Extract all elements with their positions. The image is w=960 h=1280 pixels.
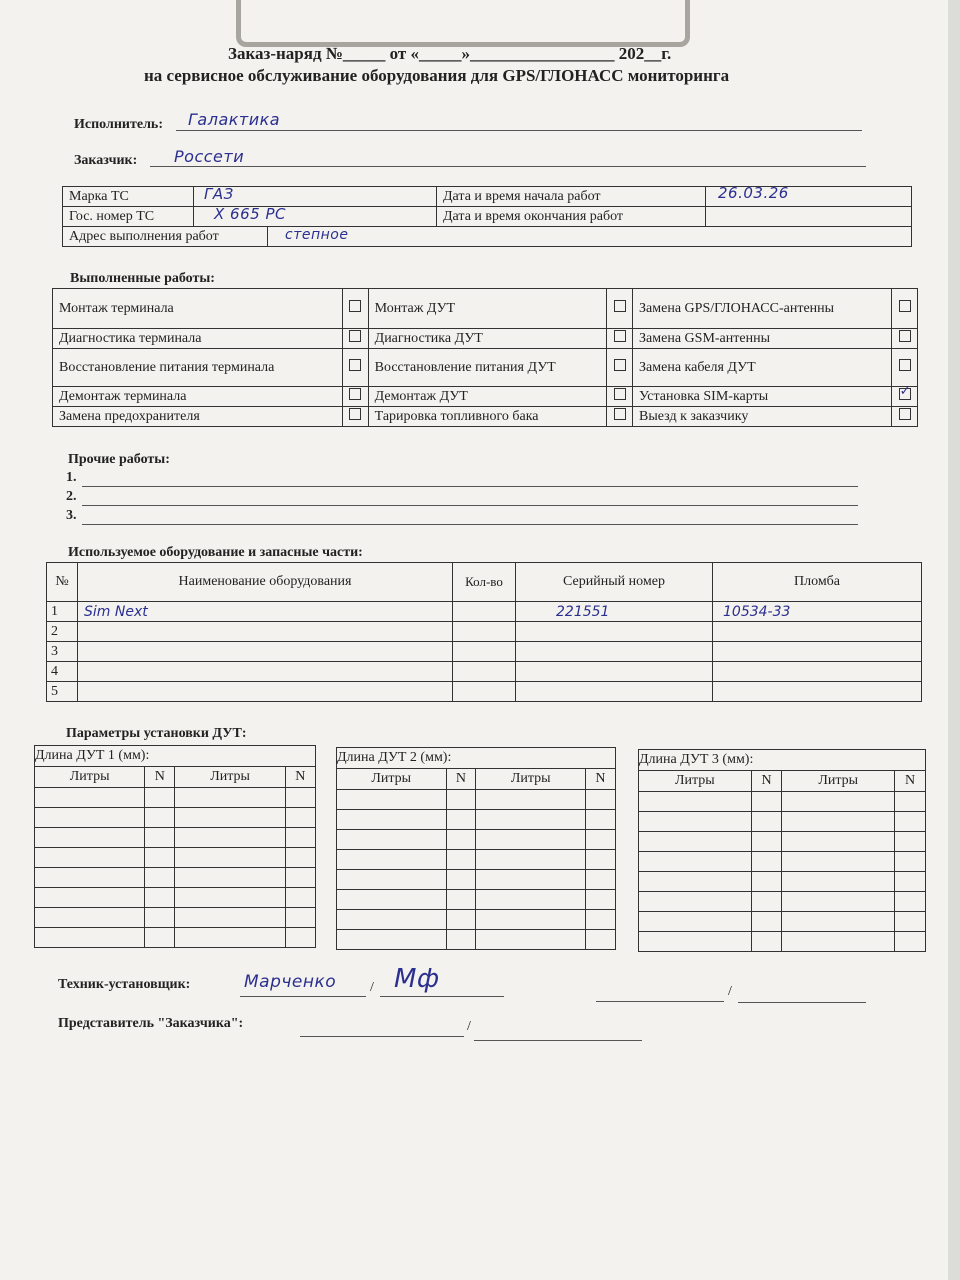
equipment-row-number: 5 <box>47 682 78 702</box>
dut-cell[interactable] <box>751 872 782 892</box>
dut-row <box>639 872 926 892</box>
dut-cell[interactable] <box>476 910 586 930</box>
dut-col-n: N <box>145 767 175 788</box>
equipment-row-name <box>78 622 453 642</box>
end-value <box>706 207 912 227</box>
dut-row <box>639 792 926 812</box>
dut-cell[interactable] <box>337 930 447 950</box>
technician-name-line[interactable] <box>240 996 366 997</box>
extra-separator: / <box>728 984 732 999</box>
dut-row <box>639 812 926 832</box>
dut-cell[interactable] <box>782 792 895 812</box>
dut-cell[interactable] <box>145 868 175 888</box>
work-visit-customer-checkbox[interactable] <box>892 407 918 427</box>
plate-value-cell <box>194 207 437 227</box>
dut-title: Параметры установки ДУТ: <box>66 726 247 741</box>
address-label: Адрес выполнения работ <box>69 228 219 244</box>
dut-cell[interactable] <box>337 850 447 870</box>
dut-cell[interactable] <box>175 888 285 908</box>
dut-cell[interactable] <box>782 812 895 832</box>
dut-table-3 <box>638 749 926 952</box>
dut-cell[interactable] <box>446 870 476 890</box>
dut-cell[interactable] <box>476 870 586 890</box>
plate-value: Х 665 РС <box>214 205 286 223</box>
address-divider <box>267 227 268 247</box>
dut-cell[interactable] <box>895 892 926 912</box>
equipment-row-number: 1 <box>47 602 78 622</box>
dut-cell[interactable] <box>285 828 315 848</box>
work-diag-dut: Диагностика ДУТ <box>368 329 607 349</box>
work-replace-gps-antenna: Замена GPS/ГЛОНАСС-антенны <box>633 289 892 329</box>
other-work-3-number: 3. <box>66 508 77 523</box>
equipment-col-name: Наименование оборудования <box>78 563 453 602</box>
other-work-1-number: 1. <box>66 470 77 485</box>
dut-cell[interactable] <box>285 848 315 868</box>
dut-cell[interactable] <box>895 832 926 852</box>
dut-cell[interactable] <box>751 832 782 852</box>
other-works-title: Прочие работы: <box>68 452 170 467</box>
dut-cell[interactable] <box>476 810 586 830</box>
vehicle-table <box>62 186 912 247</box>
extra-sign-line[interactable] <box>738 1002 866 1003</box>
dut-cell[interactable] <box>782 932 895 952</box>
works-table <box>52 288 918 427</box>
dut-cell[interactable] <box>585 850 615 870</box>
dut-cell[interactable] <box>639 812 752 832</box>
work-visit-customer: Выезд к заказчику <box>633 407 892 427</box>
dut-row <box>35 928 316 948</box>
equipment-row-qty <box>453 682 516 702</box>
dut-cell[interactable] <box>639 852 752 872</box>
work-restore-power-terminal-checkbox[interactable] <box>343 349 369 387</box>
equipment-row-serial: 221551 <box>516 602 713 622</box>
work-dismount-terminal-checkbox[interactable] <box>343 387 369 407</box>
technician-label: Техник-установщик: <box>58 977 191 992</box>
work-dismount-terminal: Демонтаж терминала <box>53 387 343 407</box>
work-mount-terminal: Монтаж терминала <box>53 289 343 329</box>
equipment-col-seal: Пломба <box>713 563 922 602</box>
start-value: 26.03.26 <box>718 184 789 202</box>
dut-cell[interactable] <box>751 812 782 832</box>
dut-cell[interactable] <box>585 790 615 810</box>
work-mount-dut: Монтаж ДУТ <box>368 289 607 329</box>
dut-length-label: Длина ДУТ 1 (мм): <box>35 746 316 767</box>
work-install-sim: Установка SIM-карты <box>633 387 892 407</box>
title-line-2: на сервисное обслуживание оборудования для GPS/ГЛОНАСС мониторинга <box>144 66 730 85</box>
equipment-col-qty: Кол-во <box>453 563 516 602</box>
equipment-row-seal <box>713 662 922 682</box>
title-line-1: Заказ-наряд №_____ от «_____»_________________ 202__г. <box>228 44 672 63</box>
other-work-2-line[interactable] <box>82 505 858 506</box>
equipment-row <box>47 602 922 622</box>
brand-value: ГАЗ <box>204 185 234 203</box>
dut-col-liters: Литры <box>782 771 895 792</box>
dut-cell[interactable] <box>285 928 315 948</box>
dut-col-liters: Литры <box>476 769 586 790</box>
dut-cell[interactable] <box>476 830 586 850</box>
equipment-row-serial <box>516 662 713 682</box>
equipment-table <box>46 562 922 702</box>
work-restore-power-terminal: Восстановление питания терминала <box>53 349 343 387</box>
dut-cell[interactable] <box>285 908 315 928</box>
dut-cell[interactable] <box>782 872 895 892</box>
performer-value: Галактика <box>188 110 281 129</box>
dut-row <box>35 908 316 928</box>
dut-cell[interactable] <box>895 872 926 892</box>
dut-cell[interactable] <box>337 830 447 850</box>
dut-cell[interactable] <box>782 832 895 852</box>
work-replace-fuse: Замена предохранителя <box>53 407 343 427</box>
dut-cell[interactable] <box>782 912 895 932</box>
equipment-row-name <box>78 642 453 662</box>
dut-row <box>639 912 926 932</box>
dut-cell[interactable] <box>639 892 752 912</box>
work-install-sim-checkbox[interactable] <box>892 387 918 407</box>
dut-cell[interactable] <box>751 932 782 952</box>
dut-cell[interactable] <box>35 888 145 908</box>
dut-cell[interactable] <box>585 870 615 890</box>
dut-cell[interactable] <box>35 788 145 808</box>
dut-row <box>337 890 616 910</box>
dut-cell[interactable] <box>337 910 447 930</box>
work-replace-gps-antenna-checkbox[interactable] <box>892 289 918 329</box>
dut-cell[interactable] <box>476 790 586 810</box>
work-replace-fuse-checkbox[interactable] <box>343 407 369 427</box>
dut-cell[interactable] <box>585 810 615 830</box>
equipment-row-seal <box>713 642 922 662</box>
customer-rep-separator: / <box>467 1019 471 1034</box>
equipment-row-serial <box>516 642 713 662</box>
dut-cell[interactable] <box>751 912 782 932</box>
work-tank-calibration-checkbox[interactable] <box>607 407 633 427</box>
dut-cell[interactable] <box>895 852 926 872</box>
dut-cell[interactable] <box>639 932 752 952</box>
technician-sign-line[interactable] <box>380 996 504 997</box>
dut-cell[interactable] <box>35 928 145 948</box>
dut-row <box>639 832 926 852</box>
end-label: Дата и время окончания работ <box>437 207 706 227</box>
dut-cell[interactable] <box>35 828 145 848</box>
equipment-row-qty <box>453 622 516 642</box>
dut-cell[interactable] <box>446 790 476 810</box>
dut-cell[interactable] <box>751 892 782 912</box>
dut-cell[interactable] <box>285 888 315 908</box>
work-mount-dut-checkbox[interactable] <box>607 289 633 329</box>
dut-cell[interactable] <box>751 792 782 812</box>
start-label: Дата и время начала работ <box>437 187 706 207</box>
work-dismount-dut: Демонтаж ДУТ <box>368 387 607 407</box>
dut-row <box>337 810 616 830</box>
dut-cell[interactable] <box>35 808 145 828</box>
dut-cell[interactable] <box>175 848 285 868</box>
dut-col-liters: Литры <box>35 767 145 788</box>
equipment-col-number: № <box>47 563 78 602</box>
equipment-row-serial <box>516 622 713 642</box>
dut-row <box>337 930 616 950</box>
dut-cell[interactable] <box>337 810 447 830</box>
work-replace-gsm-antenna: Замена GSM-антенны <box>633 329 892 349</box>
dut-cell[interactable] <box>446 910 476 930</box>
performer-line <box>176 130 862 131</box>
equipment-row-seal: 10534-33 <box>713 602 922 622</box>
dut-row <box>35 848 316 868</box>
dut-row <box>35 888 316 908</box>
dut-row <box>337 910 616 930</box>
dut-cell[interactable] <box>639 792 752 812</box>
dut-col-n: N <box>446 769 476 790</box>
equipment-row-qty <box>453 642 516 662</box>
performer-label: Исполнитель: <box>74 117 163 132</box>
works-title: Выполненные работы: <box>70 271 215 286</box>
dut-cell[interactable] <box>585 910 615 930</box>
dut-cell[interactable] <box>446 890 476 910</box>
dut-col-liters: Литры <box>639 771 752 792</box>
customer-value: Россети <box>174 147 245 166</box>
customer-rep-sign-line[interactable] <box>474 1040 642 1041</box>
dut-cell[interactable] <box>35 848 145 868</box>
dut-row <box>337 830 616 850</box>
equipment-col-serial: Серийный номер <box>516 563 713 602</box>
equipment-row-qty <box>453 602 516 622</box>
dut-cell[interactable] <box>476 850 586 870</box>
dut-row <box>337 850 616 870</box>
brand-label: Марка ТС <box>63 187 194 207</box>
address-row <box>63 227 912 247</box>
dut-cell[interactable] <box>145 788 175 808</box>
dut-cell[interactable] <box>751 852 782 872</box>
dut-cell[interactable] <box>639 832 752 852</box>
equipment-row-seal <box>713 682 922 702</box>
dut-row <box>639 932 926 952</box>
dut-table-1 <box>34 745 316 948</box>
dut-cell[interactable] <box>476 890 586 910</box>
work-diag-terminal: Диагностика терминала <box>53 329 343 349</box>
dut-cell[interactable] <box>145 828 175 848</box>
dut-cell[interactable] <box>585 830 615 850</box>
dut-col-liters: Литры <box>337 769 447 790</box>
dut-cell[interactable] <box>639 872 752 892</box>
dut-cell[interactable] <box>145 888 175 908</box>
dut-cell[interactable] <box>639 912 752 932</box>
equipment-row <box>47 642 922 662</box>
equipment-row-serial <box>516 682 713 702</box>
dut-cell[interactable] <box>476 930 586 950</box>
dut-row <box>35 868 316 888</box>
equipment-row-number: 3 <box>47 642 78 662</box>
dut-cell[interactable] <box>175 788 285 808</box>
technician-separator: / <box>370 980 374 995</box>
customer-line <box>150 166 866 167</box>
address-value: степное <box>285 227 349 243</box>
equipment-row-name: Sim Next <box>78 602 453 622</box>
dut-cell[interactable] <box>175 808 285 828</box>
dut-cell[interactable] <box>446 810 476 830</box>
dut-cell[interactable] <box>585 890 615 910</box>
equipment-row <box>47 682 922 702</box>
dut-col-n: N <box>585 769 615 790</box>
customer-label: Заказчик: <box>74 153 138 168</box>
dut-row <box>337 790 616 810</box>
dut-row <box>337 870 616 890</box>
other-work-2-number: 2. <box>66 489 77 504</box>
technician-name: Марченко <box>244 972 337 992</box>
equipment-row-qty <box>453 662 516 682</box>
dut-cell[interactable] <box>446 830 476 850</box>
dut-row <box>35 788 316 808</box>
technician-signature: Мф <box>394 964 440 994</box>
work-tank-calibration: Тарировка топливного бака <box>368 407 607 427</box>
dut-row <box>639 892 926 912</box>
extra-name-line[interactable] <box>596 1001 724 1002</box>
dut-row <box>35 808 316 828</box>
work-dismount-dut-checkbox[interactable] <box>607 387 633 407</box>
equipment-title: Используемое оборудование и запасные части: <box>68 545 363 560</box>
dut-cell[interactable] <box>285 808 315 828</box>
customer-rep-name-line[interactable] <box>300 1036 464 1037</box>
work-replace-dut-cable: Замена кабеля ДУТ <box>633 349 892 387</box>
dut-cell[interactable] <box>175 828 285 848</box>
dut-cell[interactable] <box>446 850 476 870</box>
dut-cell[interactable] <box>782 852 895 872</box>
dut-length-label: Длина ДУТ 3 (мм): <box>639 750 926 771</box>
dut-cell[interactable] <box>337 870 447 890</box>
other-work-3-line[interactable] <box>82 524 858 525</box>
dut-cell[interactable] <box>145 848 175 868</box>
equipment-row-name <box>78 662 453 682</box>
equipment-row-number: 2 <box>47 622 78 642</box>
dut-cell[interactable] <box>35 908 145 928</box>
equipment-row-name <box>78 682 453 702</box>
dut-cell[interactable] <box>585 930 615 950</box>
dut-cell[interactable] <box>175 908 285 928</box>
other-work-1-line[interactable] <box>82 486 858 487</box>
work-diag-dut-checkbox[interactable] <box>607 329 633 349</box>
plate-label: Гос. номер ТС <box>63 207 194 227</box>
dut-col-n: N <box>895 771 926 792</box>
dut-cell[interactable] <box>337 890 447 910</box>
dut-cell[interactable] <box>895 912 926 932</box>
dut-cell[interactable] <box>895 792 926 812</box>
dut-cell[interactable] <box>895 812 926 832</box>
work-restore-power-dut: Восстановление питания ДУТ <box>368 349 607 387</box>
dut-length-label: Длина ДУТ 2 (мм): <box>337 748 616 769</box>
start-value-cell <box>706 184 912 207</box>
dut-cell[interactable] <box>446 930 476 950</box>
dut-cell[interactable] <box>145 908 175 928</box>
work-mount-terminal-checkbox[interactable] <box>343 289 369 329</box>
dut-col-n: N <box>751 771 782 792</box>
work-replace-dut-cable-checkbox[interactable] <box>892 349 918 387</box>
dut-table-2 <box>336 747 616 950</box>
clipboard-clip <box>236 0 690 47</box>
work-diag-terminal-checkbox[interactable] <box>343 329 369 349</box>
sheet-edge <box>948 0 960 1280</box>
dut-cell[interactable] <box>285 868 315 888</box>
equipment-row-number: 4 <box>47 662 78 682</box>
equipment-row-seal <box>713 622 922 642</box>
dut-cell[interactable] <box>35 868 145 888</box>
work-restore-power-dut-checkbox[interactable] <box>607 349 633 387</box>
dut-col-liters: Литры <box>175 767 285 788</box>
equipment-row <box>47 622 922 642</box>
customer-rep-label: Представитель "Заказчика": <box>58 1016 244 1031</box>
dut-cell[interactable] <box>145 928 175 948</box>
work-replace-gsm-antenna-checkbox[interactable] <box>892 329 918 349</box>
equipment-row <box>47 662 922 682</box>
dut-cell[interactable] <box>175 928 285 948</box>
dut-cell[interactable] <box>145 808 175 828</box>
dut-row <box>639 852 926 872</box>
dut-row <box>35 828 316 848</box>
dut-col-n: N <box>285 767 315 788</box>
dut-cell[interactable] <box>337 790 447 810</box>
dut-cell[interactable] <box>895 932 926 952</box>
dut-cell[interactable] <box>782 892 895 912</box>
brand-value-cell <box>194 187 437 207</box>
dut-cell[interactable] <box>285 788 315 808</box>
dut-cell[interactable] <box>175 868 285 888</box>
